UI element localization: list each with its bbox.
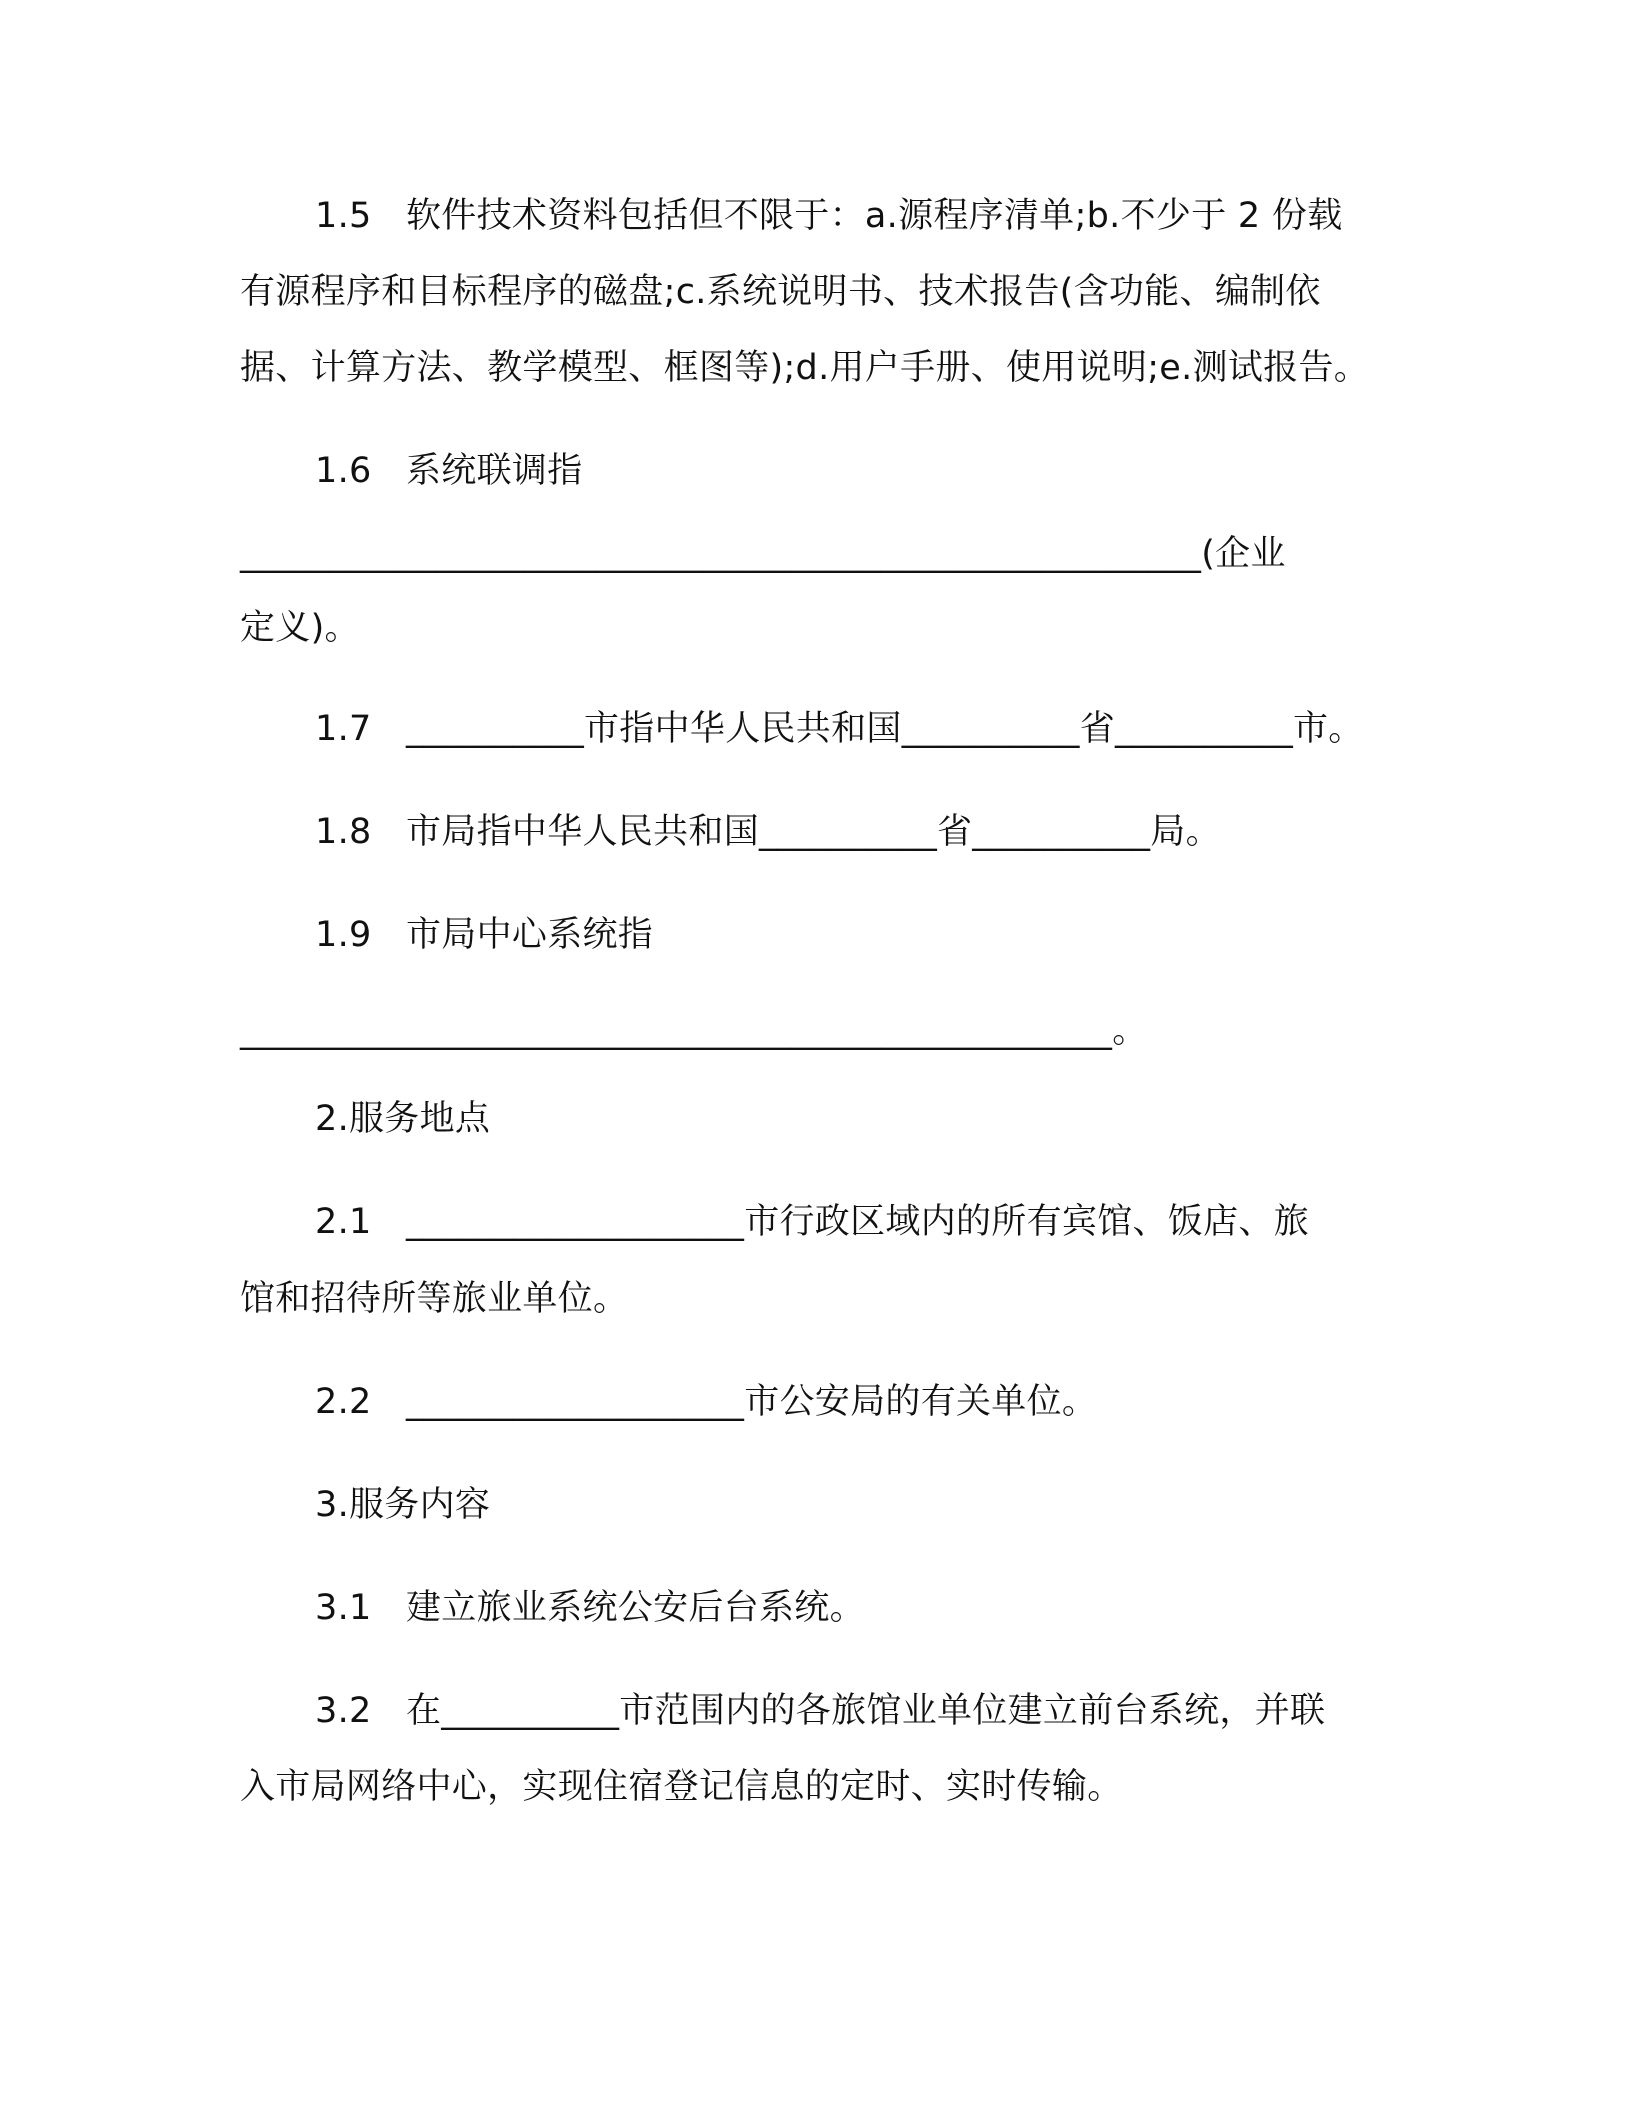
clause-number: 1.9 xyxy=(315,915,372,955)
clause-1-7 xyxy=(315,707,1364,751)
clause-1-5-first-line xyxy=(315,194,1343,238)
clause-text: 系统联调指 xyxy=(406,451,583,491)
clause-number: 1.8 xyxy=(315,812,372,852)
clause-number: 1.5 xyxy=(315,196,372,236)
clause-number: 3.1 xyxy=(315,1588,372,1628)
clause-1-9-line-2: _________________________________________________。 xyxy=(240,1011,1148,1051)
clause-number: 2.1 xyxy=(315,1202,372,1242)
clause-1-6-first-line xyxy=(315,449,583,493)
clause-text: 市局指中华人民共和国__________省__________局。 xyxy=(406,812,1221,852)
clause-text: 在__________市范围内的各旅馆业单位建立前台系统，并联 xyxy=(406,1691,1326,1731)
clause-text: ___________________市公安局的有关单位。 xyxy=(406,1382,1098,1422)
clause-number: 2.2 xyxy=(315,1382,372,1422)
clause-2-2 xyxy=(315,1380,1097,1424)
clause-2-1-line-2: 馆和招待所等旅业单位。 xyxy=(240,1279,629,1319)
clause-3-2-first-line xyxy=(315,1689,1325,1733)
section-heading-3: 3.服务内容 xyxy=(315,1485,491,1525)
clause-text: 建立旅业系统公安后台系统。 xyxy=(406,1588,865,1628)
clause-1-6-line-2: ______________________________________________________(企业 xyxy=(240,534,1286,574)
clause-text: 软件技术资料包括但不限于：a.源程序清单;b.不少于 2 份载 xyxy=(406,196,1343,236)
clause-text: ___________________市行政区域内的所有宾馆、饭店、旅 xyxy=(406,1202,1310,1242)
clause-3-2-line-2: 入市局网络中心，实现住宿登记信息的定时、实时传输。 xyxy=(240,1767,1123,1807)
clause-1-6-line-3: 定义)。 xyxy=(240,608,360,648)
clause-3-1 xyxy=(315,1586,865,1630)
clause-text: __________市指中华人民共和国__________省__________市。 xyxy=(406,709,1364,749)
section-heading-2: 2.服务地点 xyxy=(315,1099,491,1139)
clause-number: 1.7 xyxy=(315,709,372,749)
clause-1-8 xyxy=(315,810,1221,854)
clause-text: 市局中心系统指 xyxy=(406,915,654,955)
clause-1-5-line-2: 有源程序和目标程序的磁盘;c.系统说明书、技术报告(含功能、编制依 xyxy=(240,272,1321,312)
clause-1-9-first-line xyxy=(315,913,653,957)
clause-2-1-first-line xyxy=(315,1200,1309,1244)
clause-1-5-line-3: 据、计算方法、教学模型、框图等);d.用户手册、使用说明;e.测试报告。 xyxy=(240,348,1370,388)
clause-number: 1.6 xyxy=(315,451,372,491)
clause-number: 3.2 xyxy=(315,1691,372,1731)
